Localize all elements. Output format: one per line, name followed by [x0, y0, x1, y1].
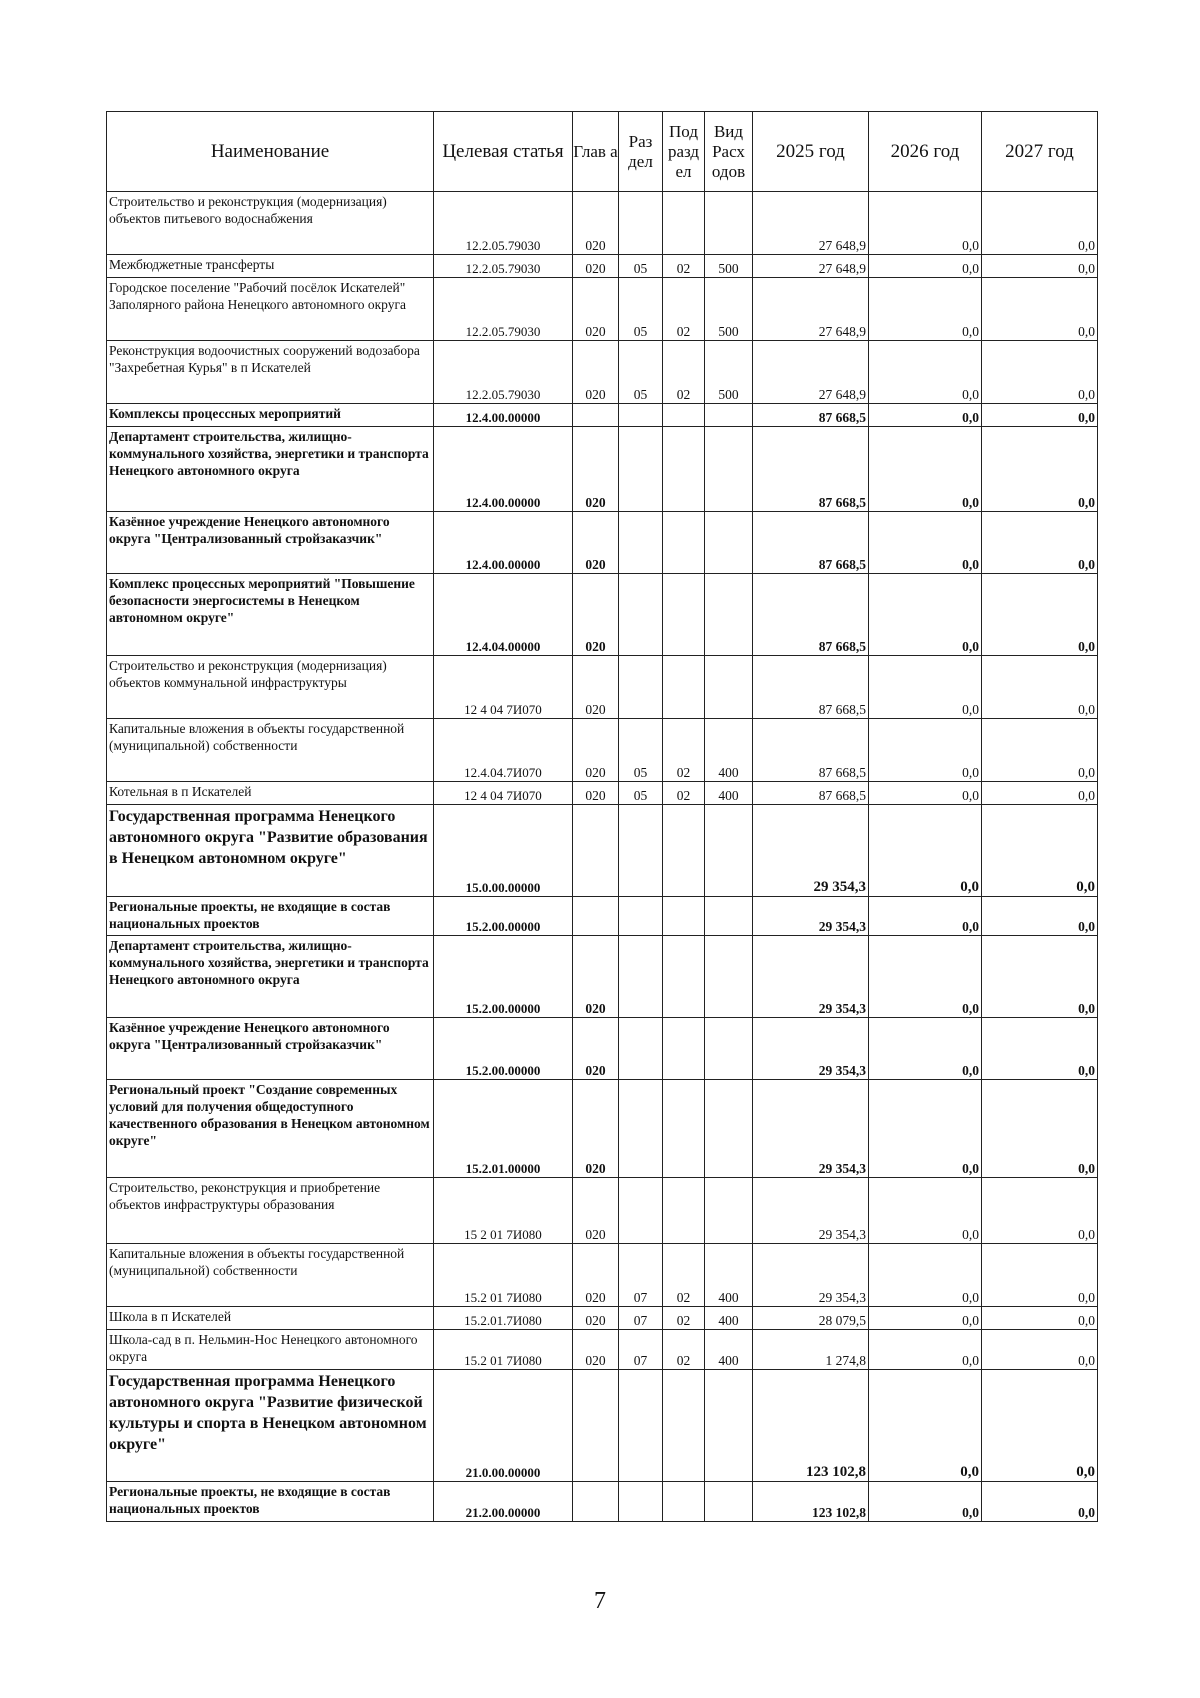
row-value-2026: 0,0 [869, 1370, 982, 1482]
row-section [619, 1018, 663, 1080]
row-value-2027: 0,0 [982, 1370, 1098, 1482]
row-value-2026: 0,0 [869, 341, 982, 404]
row-value-2026: 0,0 [869, 897, 982, 936]
row-subsection: 02 [663, 255, 705, 278]
row-chapter: 020 [573, 1018, 619, 1080]
table-row [107, 719, 1098, 782]
row-subsection: 02 [663, 341, 705, 404]
row-chapter [573, 1370, 619, 1482]
row-section [619, 936, 663, 1018]
col-header-2025: 2025 год [753, 112, 869, 192]
row-value-2025: 27 648,9 [753, 255, 869, 278]
row-name: Региональные проекты, не входящие в состав национальных проектов [107, 1482, 434, 1522]
row-subsection [663, 192, 705, 255]
row-chapter: 020 [573, 512, 619, 574]
row-chapter: 020 [573, 1244, 619, 1307]
row-section [619, 1482, 663, 1522]
row-value-2026: 0,0 [869, 1330, 982, 1370]
row-target-code: 15.2.01.00000 [434, 1080, 573, 1178]
row-expense-type [705, 427, 753, 512]
row-subsection [663, 656, 705, 719]
row-subsection [663, 1370, 705, 1482]
row-value-2027: 0,0 [982, 341, 1098, 404]
row-subsection: 02 [663, 782, 705, 805]
row-value-2027: 0,0 [982, 936, 1098, 1018]
col-header-2027: 2027 год [982, 112, 1098, 192]
row-expense-type [705, 1178, 753, 1244]
row-section [619, 574, 663, 656]
row-chapter: 020 [573, 1178, 619, 1244]
row-target-code: 12.2.05.79030 [434, 255, 573, 278]
row-chapter: 020 [573, 782, 619, 805]
row-name: Капитальные вложения в объекты государственной (муниципальной) собственности [107, 719, 434, 782]
row-expense-type [705, 1482, 753, 1522]
row-chapter [573, 805, 619, 897]
row-section: 05 [619, 719, 663, 782]
row-name: Казённое учреждение Ненецкого автономного округа "Централизованный стройзаказчик" [107, 1018, 434, 1080]
row-expense-type: 400 [705, 1244, 753, 1307]
table-row [107, 255, 1098, 278]
row-value-2027: 0,0 [982, 1307, 1098, 1330]
row-section [619, 512, 663, 574]
row-value-2027: 0,0 [982, 427, 1098, 512]
row-section [619, 192, 663, 255]
row-name: Школа-сад в п. Нельмин-Нос Ненецкого автономного округа [107, 1330, 434, 1370]
row-subsection [663, 574, 705, 656]
row-target-code: 12 4 04 7И070 [434, 656, 573, 719]
row-section [619, 404, 663, 427]
row-value-2027: 0,0 [982, 1080, 1098, 1178]
row-name: Межбюджетные трансферты [107, 255, 434, 278]
row-value-2025: 27 648,9 [753, 192, 869, 255]
row-expense-type [705, 1080, 753, 1178]
row-subsection [663, 1080, 705, 1178]
row-value-2027: 0,0 [982, 404, 1098, 427]
row-section [619, 805, 663, 897]
row-expense-type [705, 192, 753, 255]
row-subsection [663, 1178, 705, 1244]
row-value-2027: 0,0 [982, 255, 1098, 278]
table-row [107, 656, 1098, 719]
row-value-2025: 87 668,5 [753, 512, 869, 574]
row-expense-type: 400 [705, 719, 753, 782]
table-row [107, 1370, 1098, 1482]
row-value-2025: 28 079,5 [753, 1307, 869, 1330]
row-expense-type: 400 [705, 1330, 753, 1370]
row-target-code: 12.4.04.7И070 [434, 719, 573, 782]
row-chapter: 020 [573, 574, 619, 656]
row-target-code: 12.2.05.79030 [434, 278, 573, 341]
row-section: 07 [619, 1244, 663, 1307]
row-value-2026: 0,0 [869, 512, 982, 574]
col-header-subsection: Под разд ел [663, 112, 705, 192]
row-value-2027: 0,0 [982, 512, 1098, 574]
row-expense-type [705, 897, 753, 936]
row-chapter: 020 [573, 656, 619, 719]
table-row [107, 936, 1098, 1018]
row-chapter: 020 [573, 1307, 619, 1330]
row-name: Региональный проект "Создание современных условий для получения общедоступного качественного образования в Ненецком автономном округе" [107, 1080, 434, 1178]
row-subsection: 02 [663, 1244, 705, 1307]
table-row [107, 341, 1098, 404]
table-row [107, 1080, 1098, 1178]
table-row [107, 427, 1098, 512]
row-name: Школа в п Искателей [107, 1307, 434, 1330]
row-value-2027: 0,0 [982, 1244, 1098, 1307]
col-header-target: Целевая статья [434, 112, 573, 192]
row-value-2025: 29 354,3 [753, 936, 869, 1018]
row-expense-type [705, 574, 753, 656]
row-value-2027: 0,0 [982, 656, 1098, 719]
row-name: Государственная программа Ненецкого автономного округа "Развитие образования в Ненецком автономном округе" [107, 805, 434, 897]
row-value-2027: 0,0 [982, 805, 1098, 897]
row-target-code: 15.2 01 7И080 [434, 1330, 573, 1370]
row-value-2026: 0,0 [869, 1018, 982, 1080]
row-subsection [663, 805, 705, 897]
row-value-2025: 87 668,5 [753, 574, 869, 656]
row-value-2025: 87 668,5 [753, 404, 869, 427]
table-row [107, 1307, 1098, 1330]
row-name: Строительство, реконструкция и приобретение объектов инфраструктуры образования [107, 1178, 434, 1244]
table-row [107, 1244, 1098, 1307]
row-subsection [663, 1482, 705, 1522]
table-row [107, 278, 1098, 341]
row-name: Региональные проекты, не входящие в состав национальных проектов [107, 897, 434, 936]
row-value-2027: 0,0 [982, 782, 1098, 805]
row-value-2025: 1 274,8 [753, 1330, 869, 1370]
row-value-2025: 123 102,8 [753, 1370, 869, 1482]
row-subsection: 02 [663, 1330, 705, 1370]
row-value-2025: 29 354,3 [753, 1018, 869, 1080]
row-value-2025: 29 354,3 [753, 1080, 869, 1178]
table-row [107, 512, 1098, 574]
row-value-2026: 0,0 [869, 782, 982, 805]
row-section: 05 [619, 278, 663, 341]
row-subsection [663, 512, 705, 574]
row-subsection [663, 427, 705, 512]
row-value-2027: 0,0 [982, 1018, 1098, 1080]
table-row [107, 782, 1098, 805]
budget-table [106, 111, 1098, 1522]
row-name: Капитальные вложения в объекты государственной (муниципальной) собственности [107, 1244, 434, 1307]
row-name: Городское поселение "Рабочий посёлок Искателей" Заполярного района Ненецкого автономного округа [107, 278, 434, 341]
row-value-2026: 0,0 [869, 1482, 982, 1522]
row-section [619, 1080, 663, 1178]
row-chapter: 020 [573, 341, 619, 404]
row-chapter: 020 [573, 427, 619, 512]
row-expense-type [705, 1370, 753, 1482]
row-section [619, 656, 663, 719]
table-row [107, 574, 1098, 656]
row-chapter [573, 897, 619, 936]
row-section: 05 [619, 255, 663, 278]
row-expense-type: 500 [705, 278, 753, 341]
row-chapter: 020 [573, 255, 619, 278]
row-target-code: 15.2 01 7И080 [434, 1244, 573, 1307]
table-row [107, 404, 1098, 427]
row-value-2027: 0,0 [982, 574, 1098, 656]
row-value-2025: 87 668,5 [753, 656, 869, 719]
row-subsection [663, 1018, 705, 1080]
row-chapter [573, 1482, 619, 1522]
row-target-code: 12.4.00.00000 [434, 512, 573, 574]
row-target-code: 15 2 01 7И080 [434, 1178, 573, 1244]
row-expense-type [705, 936, 753, 1018]
row-value-2025: 29 354,3 [753, 805, 869, 897]
col-header-expense-type: Вид Расх одов [705, 112, 753, 192]
row-section: 07 [619, 1307, 663, 1330]
row-expense-type [705, 656, 753, 719]
col-header-2026: 2026 год [869, 112, 982, 192]
row-value-2026: 0,0 [869, 936, 982, 1018]
row-value-2026: 0,0 [869, 255, 982, 278]
row-target-code: 12.2.05.79030 [434, 192, 573, 255]
row-section [619, 427, 663, 512]
row-name: Департамент строительства, жилищно-коммунального хозяйства, энергетики и транспорта Ненецкого автономного округа [107, 427, 434, 512]
row-chapter: 020 [573, 936, 619, 1018]
row-value-2027: 0,0 [982, 1482, 1098, 1522]
row-value-2027: 0,0 [982, 719, 1098, 782]
row-value-2025: 87 668,5 [753, 719, 869, 782]
row-name: Государственная программа Ненецкого автономного округа "Развитие физической культуры и спорта в Ненецком автономном округе" [107, 1370, 434, 1482]
row-expense-type: 500 [705, 341, 753, 404]
row-value-2026: 0,0 [869, 1307, 982, 1330]
row-value-2026: 0,0 [869, 1244, 982, 1307]
row-target-code: 15.2.01.7И080 [434, 1307, 573, 1330]
row-value-2025: 87 668,5 [753, 782, 869, 805]
row-value-2026: 0,0 [869, 1080, 982, 1178]
row-name: Департамент строительства, жилищно-коммунального хозяйства, энергетики и транспорта Ненецкого автономного округа [107, 936, 434, 1018]
table-row [107, 192, 1098, 255]
row-value-2026: 0,0 [869, 805, 982, 897]
row-subsection [663, 936, 705, 1018]
row-target-code: 12.2.05.79030 [434, 341, 573, 404]
row-value-2027: 0,0 [982, 192, 1098, 255]
row-value-2025: 27 648,9 [753, 278, 869, 341]
row-value-2026: 0,0 [869, 1178, 982, 1244]
table-row [107, 1330, 1098, 1370]
row-section: 05 [619, 782, 663, 805]
row-subsection [663, 897, 705, 936]
row-chapter: 020 [573, 192, 619, 255]
table-row [107, 1018, 1098, 1080]
col-header-name: Наименование [107, 112, 434, 192]
row-value-2027: 0,0 [982, 278, 1098, 341]
row-chapter: 020 [573, 719, 619, 782]
row-section [619, 1370, 663, 1482]
table-row [107, 1178, 1098, 1244]
table-body [107, 192, 1098, 1522]
table-row [107, 897, 1098, 936]
row-value-2025: 29 354,3 [753, 1178, 869, 1244]
col-header-section: Раз дел [619, 112, 663, 192]
row-value-2027: 0,0 [982, 1330, 1098, 1370]
row-section: 05 [619, 341, 663, 404]
row-name: Казённое учреждение Ненецкого автономного округа "Централизованный стройзаказчик" [107, 512, 434, 574]
row-value-2025: 27 648,9 [753, 341, 869, 404]
row-value-2025: 123 102,8 [753, 1482, 869, 1522]
row-name: Строительство и реконструкция (модернизация) объектов питьевого водоснабжения [107, 192, 434, 255]
row-value-2026: 0,0 [869, 427, 982, 512]
row-chapter: 020 [573, 1080, 619, 1178]
row-value-2026: 0,0 [869, 719, 982, 782]
row-target-code: 21.2.00.00000 [434, 1482, 573, 1522]
row-target-code: 15.2.00.00000 [434, 936, 573, 1018]
row-expense-type: 500 [705, 255, 753, 278]
row-value-2026: 0,0 [869, 656, 982, 719]
row-section [619, 1178, 663, 1244]
row-target-code: 12.4.04.00000 [434, 574, 573, 656]
row-section [619, 897, 663, 936]
row-name: Котельная в п Искателей [107, 782, 434, 805]
row-name: Строительство и реконструкция (модернизация) объектов коммунальной инфраструктуры [107, 656, 434, 719]
row-chapter [573, 404, 619, 427]
row-target-code: 21.0.00.00000 [434, 1370, 573, 1482]
table-row [107, 1482, 1098, 1522]
row-value-2027: 0,0 [982, 897, 1098, 936]
row-target-code: 15.2.00.00000 [434, 897, 573, 936]
table-row [107, 805, 1098, 897]
row-subsection: 02 [663, 719, 705, 782]
row-expense-type: 400 [705, 782, 753, 805]
row-chapter: 020 [573, 1330, 619, 1370]
row-target-code: 12.4.00.00000 [434, 427, 573, 512]
row-value-2025: 29 354,3 [753, 1244, 869, 1307]
row-subsection: 02 [663, 278, 705, 341]
row-expense-type [705, 404, 753, 427]
row-expense-type [705, 1018, 753, 1080]
page-number: 7 [594, 1588, 606, 1614]
row-target-code: 15.2.00.00000 [434, 1018, 573, 1080]
row-value-2026: 0,0 [869, 278, 982, 341]
row-value-2026: 0,0 [869, 192, 982, 255]
row-target-code: 12.4.00.00000 [434, 404, 573, 427]
row-expense-type [705, 512, 753, 574]
row-section: 07 [619, 1330, 663, 1370]
row-target-code: 12 4 04 7И070 [434, 782, 573, 805]
row-expense-type [705, 805, 753, 897]
row-name: Комплекс процессных мероприятий "Повышение безопасности энергосистемы в Ненецком автономном округе" [107, 574, 434, 656]
row-subsection: 02 [663, 1307, 705, 1330]
col-header-chapter: Глав а [573, 112, 619, 192]
row-name: Комплексы процессных мероприятий [107, 404, 434, 427]
header-row [107, 112, 1098, 192]
row-value-2026: 0,0 [869, 404, 982, 427]
row-expense-type: 400 [705, 1307, 753, 1330]
row-name: Реконструкция водоочистных сооружений водозабора "Захребетная Курья" в п Искателей [107, 341, 434, 404]
row-subsection [663, 404, 705, 427]
row-target-code: 15.0.00.00000 [434, 805, 573, 897]
row-chapter: 020 [573, 278, 619, 341]
row-value-2025: 29 354,3 [753, 897, 869, 936]
row-value-2026: 0,0 [869, 574, 982, 656]
row-value-2027: 0,0 [982, 1178, 1098, 1244]
row-value-2025: 87 668,5 [753, 427, 869, 512]
